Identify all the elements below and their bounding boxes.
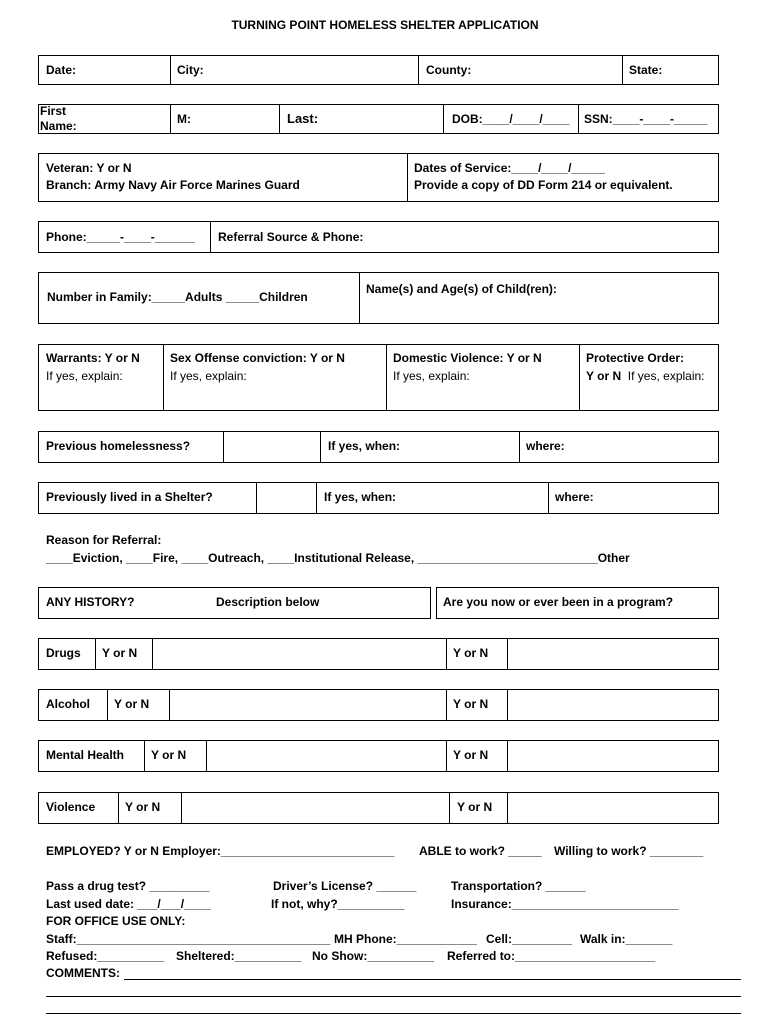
referral-source-label[interactable]: Referral Source & Phone: — [218, 230, 364, 244]
insurance[interactable]: Insurance:_________________________ — [451, 897, 679, 911]
protective-order-explain — [586, 369, 705, 384]
comments-line-2[interactable] — [46, 996, 741, 997]
if-not-why[interactable]: If not, why?__________ — [271, 897, 405, 911]
comments-line-3[interactable] — [46, 1013, 741, 1014]
description-below-label: Description below — [216, 595, 320, 609]
previous-homelessness-label[interactable]: Previous homelessness? — [46, 439, 191, 453]
alcohol-yn[interactable]: Y or N — [114, 697, 150, 711]
dates-of-service-label[interactable]: Dates of Service:____/____/_____ — [414, 161, 605, 175]
shelter-where-label[interactable]: where: — [555, 490, 594, 504]
protective-order-label[interactable]: Protective Order: — [586, 351, 685, 365]
refused-field[interactable]: Refused:__________ — [46, 949, 165, 963]
homelessness-where-label[interactable]: where: — [526, 439, 565, 453]
county-label[interactable]: County: — [426, 63, 472, 77]
children-label[interactable]: Name(s) and Age(s) of Child(ren): — [366, 282, 557, 296]
transportation[interactable]: Transportation? ______ — [451, 879, 586, 893]
shelter-when-label[interactable]: If yes, when: — [324, 490, 397, 504]
first-label: First — [40, 104, 67, 118]
previous-shelter-label[interactable]: Previously lived in a Shelter? — [46, 490, 213, 504]
sex-offense-label[interactable]: Sex Offense conviction: Y or N — [170, 351, 345, 365]
alcohol-label: Alcohol — [46, 697, 90, 711]
comments-label: COMMENTS: — [46, 966, 120, 980]
drugs-label: Drugs — [46, 646, 81, 660]
mental-health-yn[interactable]: Y or N — [151, 748, 187, 762]
violence-yn[interactable]: Y or N — [125, 800, 161, 814]
staff-field[interactable]: Staff:______________________________________ — [46, 932, 331, 946]
homelessness-when-label[interactable]: If yes, when: — [328, 439, 401, 453]
cell-field[interactable]: Cell:_________ — [486, 932, 573, 946]
mental-health-label: Mental Health — [46, 748, 125, 762]
drugs-row — [38, 638, 719, 670]
alcohol-program-yn[interactable]: Y or N — [453, 697, 489, 711]
domestic-violence-label[interactable]: Domestic Violence: Y or N — [393, 351, 542, 365]
last-used-date[interactable]: Last used date: ___/___/____ — [46, 897, 211, 911]
comments-line-1[interactable] — [124, 979, 741, 980]
drug-test[interactable]: Pass a drug test? _________ — [46, 879, 210, 893]
reason-options[interactable]: ____Eviction, ____Fire, ____Outreach, ____Institutional Release, ___________________________Other — [46, 551, 630, 565]
phone-label[interactable]: Phone:_____-____-______ — [46, 230, 195, 244]
any-history-label: ANY HISTORY? — [46, 595, 135, 609]
branch-label[interactable]: Branch: Army Navy Air Force Marines Guard — [46, 178, 300, 192]
warrants-label[interactable]: Warrants: Y or N — [46, 351, 140, 365]
state-label[interactable]: State: — [629, 63, 663, 77]
middle-label[interactable]: M: — [177, 112, 191, 126]
drivers-license[interactable]: Driver’s License? ______ — [273, 879, 417, 893]
domestic-violence-explain: If yes, explain: — [393, 369, 470, 383]
dd214-note: Provide a copy of DD Form 214 or equivalent. — [414, 178, 673, 192]
mh-phone-field[interactable]: MH Phone:____________ — [334, 932, 477, 946]
date-label[interactable]: Date: — [46, 63, 77, 77]
ssn-label[interactable]: SSN:____-____-_____ — [584, 112, 708, 126]
violence-program-yn[interactable]: Y or N — [457, 800, 493, 814]
dob-label[interactable]: DOB:____/____/____ — [452, 112, 570, 126]
willing-to-work[interactable]: Willing to work? ________ — [554, 844, 704, 858]
no-show-field[interactable]: No Show:__________ — [312, 949, 435, 963]
city-label[interactable]: City: — [177, 63, 204, 77]
sex-offense-explain: If yes, explain: — [170, 369, 247, 383]
office-use-title: FOR OFFICE USE ONLY: — [46, 914, 186, 928]
last-label[interactable]: Last: — [287, 111, 319, 126]
mental-health-row — [38, 740, 719, 772]
row-date-location — [38, 55, 719, 85]
name-label[interactable]: Name: — [40, 119, 77, 133]
drugs-program-yn[interactable]: Y or N — [453, 646, 489, 660]
veteran-label[interactable]: Veteran: Y or N — [46, 161, 132, 175]
program-label: Are you now or ever been in a program? — [443, 595, 674, 609]
referred-to-field[interactable]: Referred to:_____________________ — [447, 949, 656, 963]
warrants-explain: If yes, explain: — [46, 369, 123, 383]
sheltered-field[interactable]: Sheltered:__________ — [176, 949, 302, 963]
protective-order-explain-text: If yes, explain: — [627, 369, 705, 383]
walk-in-field[interactable]: Walk in:_______ — [580, 932, 673, 946]
family-label[interactable]: Number in Family:_____Adults _____Children — [47, 290, 308, 304]
protective-order-yn: Y or N — [586, 369, 622, 383]
page-title: TURNING POINT HOMELESS SHELTER APPLICATION — [231, 18, 539, 32]
drugs-yn[interactable]: Y or N — [102, 646, 138, 660]
employed-line[interactable]: EMPLOYED? Y or N Employer:__________________________ — [46, 844, 395, 858]
reason-label: Reason for Referral: — [46, 533, 162, 547]
violence-label: Violence — [46, 800, 96, 814]
mental-health-program-yn[interactable]: Y or N — [453, 748, 489, 762]
able-to-work[interactable]: ABLE to work? _____ — [419, 844, 542, 858]
